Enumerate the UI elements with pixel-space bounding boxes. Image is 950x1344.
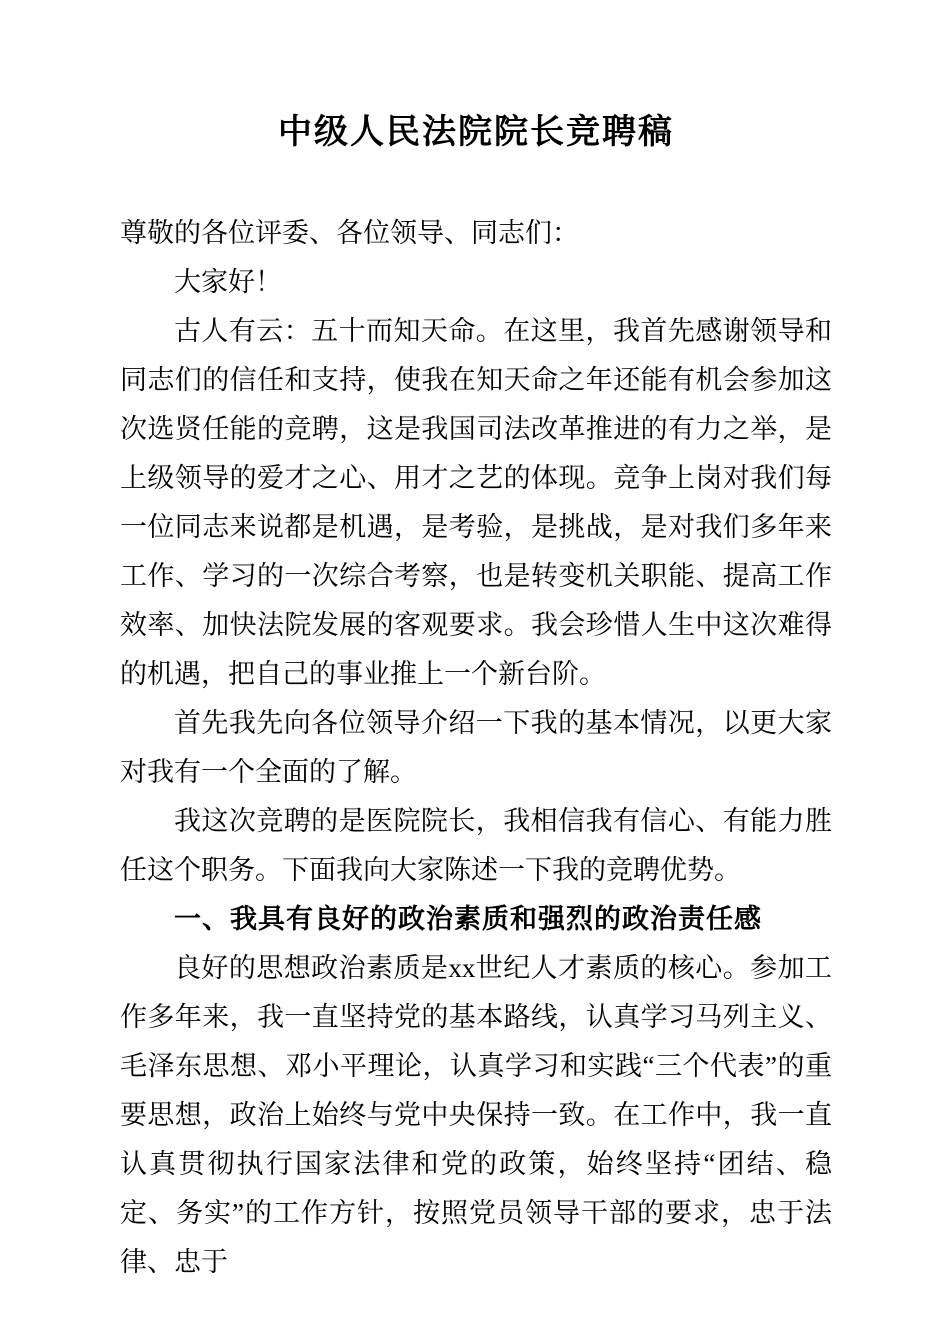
paragraph-political-quality: 良好的思想政治素质是xx世纪人才素质的核心。参加工作多年来，我一直坚持党的基本路线，认真学习马列主义、毛泽东思想、邓小平理论，认真学习和实践“三个代表”的重要思想，政治上始终与党中央保持一致。在工作中，我一直认真贯彻执行国家法律和党的政策，始终坚持“团结、稳定、务实”的工作方针，按照党员领导干部的要求，忠于法律、忠于 [120,952,832,1277]
paragraph-intro: 古人有云：五十而知天命。在这里，我首先感谢领导和同志们的信任和支持，使我在知天命之年还能有机会参加这次选贤任能的竞聘，这是我国司法改革推进的有力之举，是上级领导的爱才之心、用才之艺的体现。竞争上岗对我们每一位同志来说都是机遇，是考验，是挑战，是对我们多年来工作、学习的一次综合考察，也是转变机关职能、提高工作效率、加快法院发展的客观要求。我会珍惜人生中这次难得的机遇，把自己的事业推上一个新台阶。 [120,315,832,689]
paragraph-greeting: 大家好！ [174,266,282,297]
paragraph-salutation: 尊敬的各位评委、各位领导、同志们： [120,217,579,248]
document-title: 中级人民法院院长竞聘稿 [278,114,674,151]
paragraph-confidence: 我这次竞聘的是医院院长，我相信我有信心、有能力胜任这个职务。下面我向大家陈述一下我的竞聘优势。 [120,805,832,885]
paragraph-basic-info: 首先我先向各位领导介绍一下我的基本情况，以更大家对我有一个全面的了解。 [120,707,832,787]
section-heading-1: 一、我具有良好的政治素质和强烈的政治责任感 [174,903,762,934]
